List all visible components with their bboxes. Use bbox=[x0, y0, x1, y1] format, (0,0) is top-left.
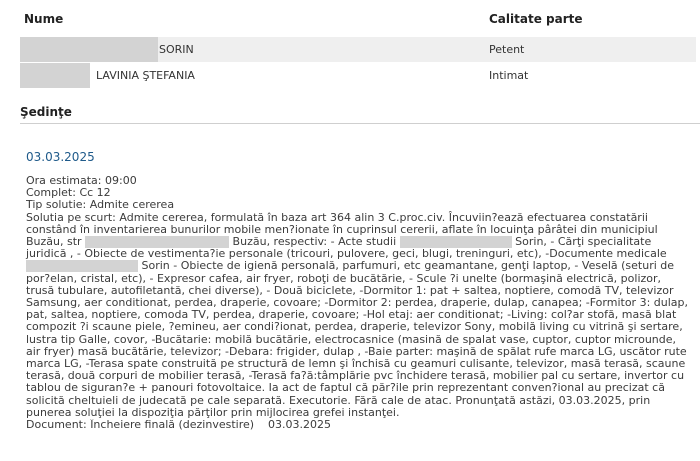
party-name: LAVINIA ŞTEFANIA bbox=[96, 69, 195, 82]
section-title: Şedinţe bbox=[20, 105, 72, 119]
party-role: Intimat bbox=[489, 69, 529, 82]
redacted-block bbox=[85, 236, 151, 248]
solution-text-part: Solutia pe scurt: Admite cererea, formulată în baza art 364 alin 3 C.proc.civ. Încuviin?ează efectuarea constatării constând în inventarierea bunurilor mobile men?ionate în cuprinsul cererii, aflate în locuinţa pârâtei din municipiul Buzău, str bbox=[26, 210, 658, 248]
hearing-details bbox=[26, 175, 694, 431]
document-link[interactable]: Document: Încheiere finală (dezinvestire) 03.03.2025 bbox=[26, 419, 332, 432]
parties-table-header bbox=[0, 0, 700, 36]
solution-type: Tip solutie: Admite cererea bbox=[26, 199, 175, 212]
section-divider bbox=[20, 123, 700, 124]
solution-summary bbox=[26, 212, 692, 419]
redacted-block bbox=[151, 236, 229, 248]
solution-text-part: Sorin, - Cărţi specialitate juridică , - Obiecte de vestimenta?ie personale (tricouri, pulovere, geci, blugi, treninguri, etc), -Documente medicale bbox=[26, 234, 667, 261]
redacted-block bbox=[400, 236, 512, 248]
table-row bbox=[20, 37, 696, 62]
redacted-block bbox=[20, 63, 90, 88]
solution-text-part: Sorin - Obiecte de igienă personală, parfumuri, etc geamantane, genţi laptop, - Veselă (seturi de por?elan, cristal, etc), - Expresor cafea, air fryer, roboţi de bucătărie, - Scule ?i unelte (bormaşină electrică, polizor, trusă tubulare, autofiletantă, chei diverse), - Două biciclete, -Dormitor 1: pat + saltea, noptiere, comodă TV, televizor Samsung, aer conditionat, perdea, draperie, covoare; -Dormitor 2: perdea, draperie, dulap, canapea; -Formitor 3: dulap, pat, saltea, noptiere, comoda TV, perdea, draperie, covoare; -Hol etaj: aer conditionat; -Living: col?ar stofă, masă blat compozit ?i scaune piele, ?emineu, aer condi?ionat, perdea, draperie, televizor Sony, mobilă living cu vitrină şi sertare, lustra tip Galle, covor, -Bucătarie: mobilă bucătărie, electrocasnice (masină de spalat vase, cuptor, cuptor microunde, air fryer) masă bucătărie, televizor; -Debara: frigider, dulap , -Baie parter: maşină de spălat rufe marca LG, uscător rute marca LG, -Terasa spate construită pe structură de lemn şi închisă cu geamuri culisante, televizor, masă terasă, scaune terasă, două corpuri de mobilier terasă, -Terasă fa?ă:tâmplărie pvc închidere terasă, mobilier pal cu sertare, invertor cu tablou de siguran?e + panouri fotovoltaice. Ia act de faptul că păr?ile prin reprezentant conven?ional au precizat că solicită cheltuieli de judecată pe cale separată. Executorie. Fără cale de atac. Pronunţată astăzi, 03.03.2025, prin punerea soluţiei la dispoziţia părţilor prin mijlocirea grefei instanţei. bbox=[26, 259, 689, 419]
table-row bbox=[20, 63, 696, 88]
hearing-date: 03.03.2025 bbox=[26, 150, 95, 164]
redacted-block bbox=[26, 260, 138, 272]
complet: Complet: Cc 12 bbox=[26, 187, 111, 200]
party-name: SORIN bbox=[159, 43, 194, 56]
column-header-name: Nume bbox=[24, 12, 64, 26]
estimated-time: Ora estimata: 09:00 bbox=[26, 175, 137, 187]
solution-text-part: Buzău, respectiv: - Acte studii bbox=[229, 234, 400, 248]
column-header-role: Calitate parte bbox=[489, 12, 583, 26]
redacted-block bbox=[20, 37, 158, 62]
party-role: Petent bbox=[489, 43, 525, 56]
